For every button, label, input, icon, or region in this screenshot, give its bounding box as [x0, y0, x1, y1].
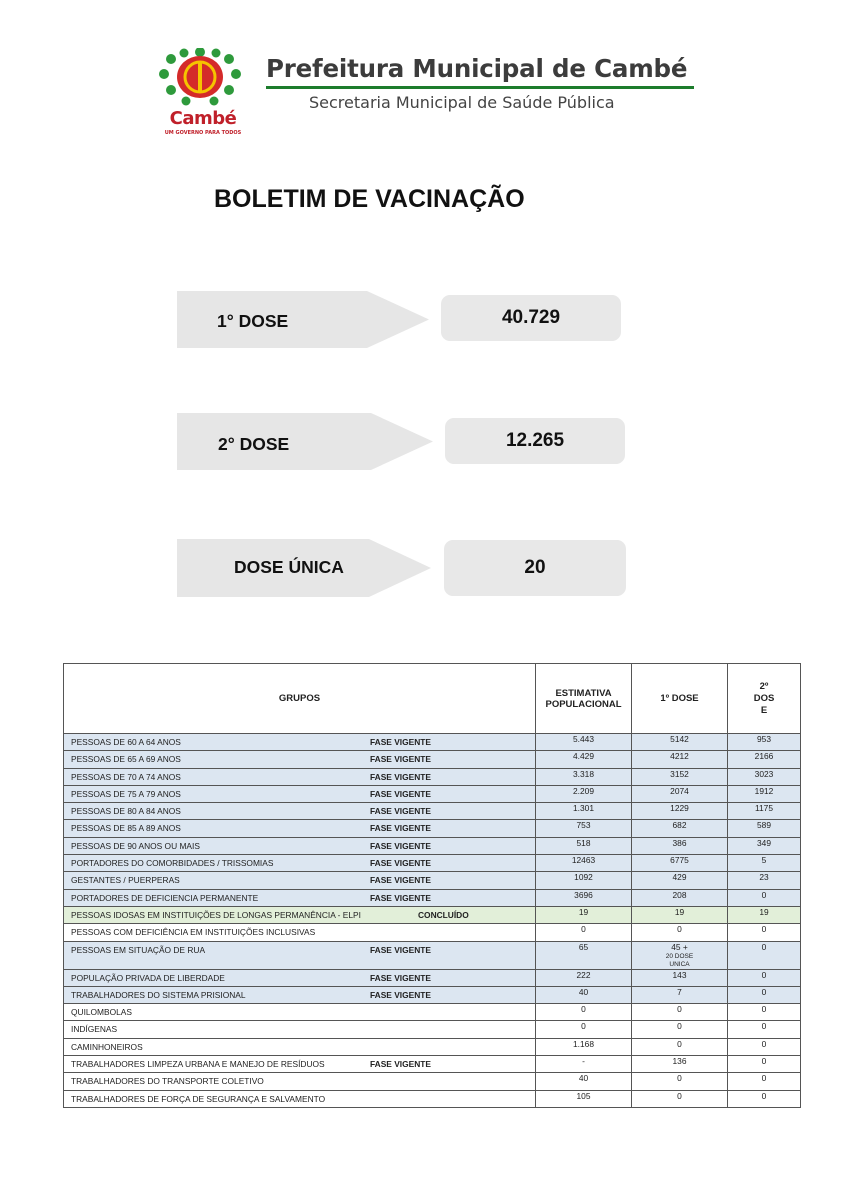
group-cell	[64, 785, 536, 802]
dose2-cell	[728, 768, 801, 785]
dose1-value: 386	[672, 837, 687, 848]
table-row	[64, 924, 801, 941]
dose1-value: 4212	[670, 751, 689, 762]
dose2-value: 0	[761, 1004, 767, 1015]
dose2-cell	[728, 941, 801, 969]
table-row	[64, 969, 801, 986]
estimate-cell	[536, 941, 632, 969]
estimate-cell	[536, 855, 632, 872]
estimate-cell	[536, 837, 632, 854]
phase-status: FASE VIGENTE	[370, 875, 431, 886]
phase-status: CONCLUÍDO	[418, 909, 469, 920]
group-name: INDÍGENAS	[71, 1024, 118, 1035]
dose1-value: 45 +	[671, 941, 688, 952]
summary-label-dose2	[177, 413, 433, 470]
table-row	[64, 1038, 801, 1055]
organization-title: Prefeitura Municipal de Cambé	[266, 54, 688, 83]
table-row	[64, 986, 801, 1003]
dose2-value: 2166	[754, 751, 774, 762]
estimate-cell	[536, 924, 632, 941]
dose2-value: 953	[757, 734, 771, 744]
dose1-value: 2074	[670, 785, 689, 796]
dose1-cell	[632, 1038, 728, 1055]
group-name: PESSOAS COM DEFICIÊNCIA EM INSTITUIÇÕES INCLUSIVAS	[71, 927, 316, 938]
dose1-value: 6775	[670, 855, 689, 866]
estimate-value: 5.443	[573, 734, 594, 744]
summary-label-single-dose	[177, 539, 431, 597]
organization-subtitle: Secretaria Municipal de Saúde Pública	[309, 93, 615, 112]
estimate-cell	[536, 768, 632, 785]
dose2-value: 0	[761, 986, 767, 997]
phase-status: FASE VIGENTE	[370, 892, 431, 903]
dose2-cell	[728, 1056, 801, 1073]
dose1-cell	[632, 872, 728, 889]
dose1-value: 0	[677, 1004, 682, 1015]
estimate-cell	[536, 872, 632, 889]
dose2-cell	[728, 924, 801, 941]
bulletin-title: BOLETIM DE VACINAÇÃO	[214, 185, 525, 213]
phase-status: FASE VIGENTE	[370, 944, 431, 955]
group-name: PORTADORES DO COMORBIDADES / TRISSOMIAS	[71, 858, 274, 869]
dose1-cell	[632, 1021, 728, 1038]
group-cell	[64, 1004, 536, 1021]
dose1-cell	[632, 803, 728, 820]
dose2-cell	[728, 837, 801, 854]
group-cell	[64, 1090, 536, 1107]
group-name: PESSOAS DE 75 A 79 ANOS	[71, 788, 181, 799]
dose2-cell	[728, 986, 801, 1003]
dose2-value: 19	[759, 906, 769, 917]
dose2-value: 0	[761, 1056, 767, 1067]
estimate-cell	[536, 986, 632, 1003]
phase-status: FASE VIGENTE	[370, 1059, 431, 1070]
header-groups: GRUPOS	[64, 664, 536, 734]
estimate-cell	[536, 1004, 632, 1021]
dose2-value: 23	[759, 872, 769, 883]
dose1-cell	[632, 820, 728, 837]
estimate-cell	[536, 1090, 632, 1107]
dose2-value: 1175	[754, 803, 773, 814]
dose2-value: 0	[761, 1038, 767, 1049]
dose1-cell	[632, 906, 728, 923]
estimate-value: 0	[581, 1021, 586, 1032]
dose2-cell	[728, 734, 801, 751]
summary-label-text: 2° DOSE	[218, 434, 290, 454]
group-name: PESSOAS DE 80 A 84 ANOS	[71, 806, 181, 817]
dose1-cell	[632, 941, 728, 969]
dose2-cell	[728, 1073, 801, 1090]
group-cell	[64, 906, 536, 923]
estimate-cell	[536, 1056, 632, 1073]
group-cell	[64, 889, 536, 906]
dose1-value: 0	[677, 924, 682, 935]
group-name: PESSOAS IDOSAS EM INSTITUIÇÕES DE LONGAS PERMANÊNCIA - ELPI	[71, 909, 361, 920]
group-cell	[64, 855, 536, 872]
dose1-value: 7	[677, 986, 682, 997]
estimate-value: 1092	[574, 872, 593, 883]
estimate-value: 518	[576, 837, 591, 848]
dose2-cell	[728, 803, 801, 820]
group-name: POPULAÇÃO PRIVADA DE LIBERDADE	[71, 972, 225, 983]
dose1-cell	[632, 889, 728, 906]
city-emblem-icon	[154, 48, 246, 110]
dose1-value: 5142	[670, 734, 689, 744]
table-body	[64, 734, 801, 1108]
phase-status: FASE VIGENTE	[370, 858, 431, 869]
dose1-value: 208	[672, 889, 687, 900]
group-name: TRABALHADORES DO TRANSPORTE COLETIVO	[71, 1076, 264, 1087]
group-cell	[64, 1073, 536, 1090]
dose1-value: 19	[674, 906, 685, 917]
estimate-value: 1.168	[573, 1038, 594, 1049]
group-name: PESSOAS DE 70 A 74 ANOS	[71, 771, 181, 782]
summary-value-single-dose: 20	[444, 540, 626, 596]
phase-status: FASE VIGENTE	[370, 823, 431, 834]
dose1-value: 0	[677, 1038, 682, 1049]
dose1-cell	[632, 1004, 728, 1021]
estimate-cell	[536, 969, 632, 986]
dose2-value: 3023	[754, 768, 774, 779]
dose1-value: 0	[677, 1021, 682, 1032]
group-name: PESSOAS EM SITUAÇÃO DE RUA	[71, 944, 206, 955]
dose2-cell	[728, 1038, 801, 1055]
dose1-value: 143	[672, 969, 687, 980]
group-name: TRABALHADORES DO SISTEMA PRISIONAL	[71, 989, 246, 1000]
estimate-cell	[536, 906, 632, 923]
logo-wordmark: Cambé	[169, 108, 237, 129]
dose1-cell	[632, 734, 728, 751]
group-name: PESSOAS DE 90 ANOS OU MAIS	[71, 840, 200, 851]
summary-label-text: 1° DOSE	[217, 311, 289, 331]
dose2-cell	[728, 751, 801, 768]
dose1-note: 20 DOSE UNICA	[665, 952, 694, 968]
table-row	[64, 1056, 801, 1073]
phase-status: FASE VIGENTE	[370, 771, 431, 782]
dose2-value: 589	[757, 820, 771, 831]
table-row	[64, 872, 801, 889]
group-cell	[64, 1021, 536, 1038]
dose1-value: 0	[677, 1090, 682, 1101]
dose2-cell	[728, 872, 801, 889]
summary-label-dose1	[177, 291, 429, 348]
phase-status: FASE VIGENTE	[370, 989, 431, 1000]
group-name: PESSOAS DE 65 A 69 ANOS	[71, 754, 181, 765]
header-dose2: 2º DOS E	[728, 664, 801, 734]
group-name: GESTANTES / PUERPERAS	[71, 875, 180, 886]
dose1-value: 1229	[670, 803, 689, 814]
group-cell	[64, 969, 536, 986]
dose1-cell	[632, 837, 728, 854]
group-name: PORTADORES DE DEFICIENCIA PERMANENTE	[71, 892, 259, 903]
estimate-cell	[536, 751, 632, 768]
group-name: PESSOAS DE 60 A 64 ANOS	[71, 737, 181, 747]
city-logo	[154, 48, 246, 140]
table-row	[64, 855, 801, 872]
dose1-cell	[632, 751, 728, 768]
group-cell	[64, 1056, 536, 1073]
estimate-value: 222	[576, 969, 591, 980]
title-divider	[266, 86, 694, 89]
table-row	[64, 1073, 801, 1090]
dose2-cell	[728, 969, 801, 986]
header-dose1: 1º DOSE	[632, 664, 728, 734]
dose2-cell	[728, 1004, 801, 1021]
group-cell	[64, 941, 536, 969]
estimate-value: 2.209	[573, 785, 594, 796]
estimate-cell	[536, 803, 632, 820]
dose1-cell	[632, 1090, 728, 1107]
group-cell	[64, 820, 536, 837]
logo-tagline: UM GOVERNO PARA TODOS	[164, 130, 242, 136]
group-name: TRABALHADORES DE FORÇA DE SEGURANÇA E SALVAMENTO	[71, 1093, 326, 1104]
dose2-value: 0	[761, 1021, 767, 1032]
dose1-cell	[632, 969, 728, 986]
group-cell	[64, 751, 536, 768]
estimate-cell	[536, 820, 632, 837]
dose1-value: 3152	[670, 768, 689, 779]
dose2-cell	[728, 1021, 801, 1038]
dose1-cell	[632, 855, 728, 872]
table-row	[64, 768, 801, 785]
table-row	[64, 1090, 801, 1107]
dose2-cell	[728, 1090, 801, 1107]
dose2-value: 0	[761, 924, 767, 935]
estimate-value: 40	[578, 986, 589, 997]
group-name: TRABALHADORES LIMPEZA URBANA E MANEJO DE RESÍDUOS	[71, 1059, 325, 1070]
table-row	[64, 1021, 801, 1038]
table-row	[64, 785, 801, 802]
estimate-value: 3696	[574, 889, 593, 900]
estimate-value: 105	[576, 1090, 591, 1101]
table-row	[64, 803, 801, 820]
table-row	[64, 820, 801, 837]
summary-value-dose1: 40.729	[441, 295, 621, 341]
dose2-value: 5	[761, 855, 767, 866]
dose1-cell	[632, 768, 728, 785]
estimate-value: 1.301	[573, 803, 594, 814]
vaccination-groups-table	[63, 663, 801, 1108]
estimate-value: 0	[581, 1004, 586, 1015]
estimate-value: 12463	[571, 855, 596, 866]
group-cell	[64, 924, 536, 941]
phase-status: FASE VIGENTE	[370, 737, 431, 747]
dose2-cell	[728, 785, 801, 802]
dose2-value: 0	[761, 1090, 767, 1101]
dose2-cell	[728, 855, 801, 872]
table-header-row	[64, 664, 801, 734]
dose1-cell	[632, 1073, 728, 1090]
dose2-value: 0	[761, 1073, 767, 1084]
dose1-cell	[632, 924, 728, 941]
table-row	[64, 837, 801, 854]
group-cell	[64, 986, 536, 1003]
group-cell	[64, 803, 536, 820]
dose2-value: 0	[761, 969, 767, 980]
dose1-value: 429	[672, 872, 687, 883]
estimate-value: 3.318	[573, 768, 594, 779]
dose1-value: 0	[677, 1073, 682, 1084]
estimate-value: 4.429	[573, 751, 594, 762]
estimate-value: 0	[581, 924, 586, 935]
dose2-value: 0	[761, 889, 767, 900]
phase-status: FASE VIGENTE	[370, 788, 431, 799]
phase-status: FASE VIGENTE	[370, 754, 431, 765]
summary-value-dose2: 12.265	[445, 418, 625, 464]
estimate-value: -	[582, 1056, 585, 1067]
header-estimate: ESTIMATIVA POPULACIONAL	[536, 664, 632, 734]
estimate-cell	[536, 734, 632, 751]
group-cell	[64, 768, 536, 785]
dose2-cell	[728, 889, 801, 906]
group-name: CAMINHONEIROS	[71, 1041, 143, 1052]
table-row	[64, 906, 801, 923]
table-row	[64, 751, 801, 768]
estimate-value: 65	[578, 941, 589, 952]
dose1-value: 136	[672, 1056, 687, 1067]
table-row	[64, 1004, 801, 1021]
summary-label-text: DOSE ÚNICA	[234, 557, 344, 577]
dose1-cell	[632, 1056, 728, 1073]
estimate-cell	[536, 1038, 632, 1055]
dose2-value: 0	[761, 941, 767, 952]
table-row	[64, 734, 801, 751]
group-cell	[64, 1038, 536, 1055]
dose2-cell	[728, 820, 801, 837]
dose1-value: 682	[672, 820, 687, 831]
dose2-value: 349	[757, 837, 771, 848]
estimate-cell	[536, 1021, 632, 1038]
group-cell	[64, 837, 536, 854]
group-cell	[64, 872, 536, 889]
phase-status: FASE VIGENTE	[370, 972, 431, 983]
estimate-value: 753	[576, 820, 591, 831]
dose1-cell	[632, 986, 728, 1003]
table-row	[64, 941, 801, 969]
phase-status: FASE VIGENTE	[370, 806, 431, 817]
group-name: PESSOAS DE 85 A 89 ANOS	[71, 823, 181, 834]
page-header	[150, 44, 710, 144]
estimate-value: 19	[578, 906, 589, 917]
estimate-value: 40	[578, 1073, 589, 1084]
group-name: QUILOMBOLAS	[71, 1007, 132, 1018]
phase-status: FASE VIGENTE	[370, 840, 431, 851]
estimate-cell	[536, 889, 632, 906]
dose2-cell	[728, 906, 801, 923]
group-cell	[64, 734, 536, 751]
dose2-value: 1912	[754, 785, 774, 796]
table-row	[64, 889, 801, 906]
estimate-cell	[536, 1073, 632, 1090]
dose1-cell	[632, 785, 728, 802]
estimate-cell	[536, 785, 632, 802]
